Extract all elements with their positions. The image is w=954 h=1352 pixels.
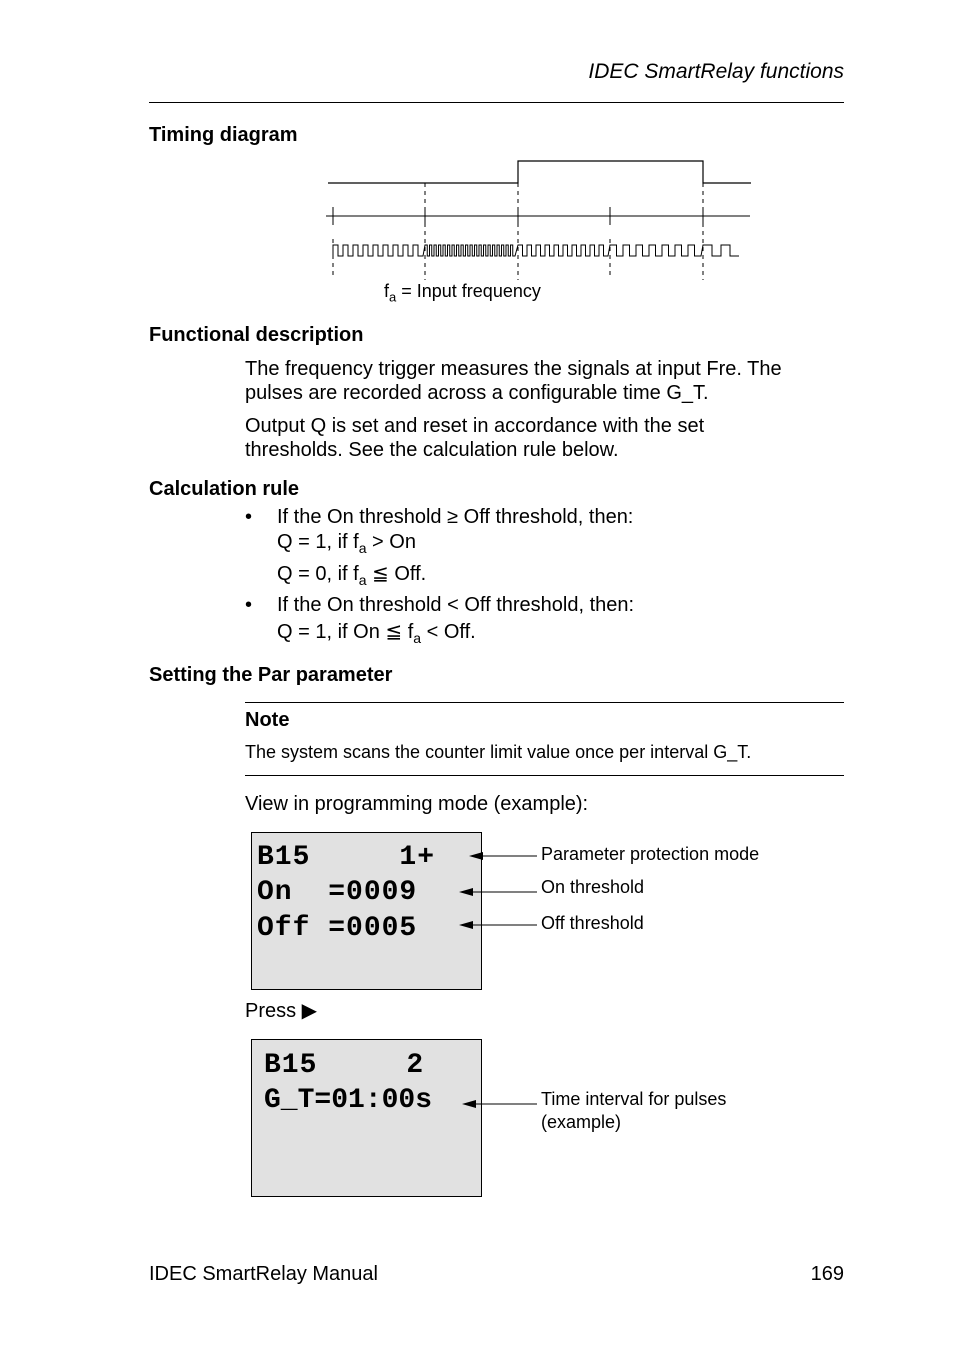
bullet-2-text: If the On threshold < Off threshold, then: bbox=[277, 594, 635, 616]
bullet-2-mark: • bbox=[245, 594, 253, 616]
rule-2-line-1 bbox=[277, 620, 476, 650]
note-text: The system scans the counter limit value once per interval G_T. bbox=[245, 742, 752, 762]
rule-1-line-2 bbox=[277, 562, 426, 592]
rule-2-line-1-sub: a bbox=[413, 630, 422, 646]
page-number: 169 bbox=[810, 1263, 844, 1285]
note-bottom-rule bbox=[245, 775, 844, 776]
rule-1-line-1-a: Q = 1, if f bbox=[277, 531, 359, 553]
rule-2-line-1-b: < Off. bbox=[421, 621, 476, 643]
rule-1-line-1 bbox=[277, 530, 416, 560]
functional-para-2 bbox=[245, 414, 704, 462]
note-title: Note bbox=[245, 709, 290, 731]
arrowhead-icon bbox=[462, 1100, 476, 1108]
arrowhead-icon bbox=[459, 888, 473, 896]
rule-1-line-2-a: Q = 0, if f bbox=[277, 563, 359, 585]
timing-diagram bbox=[320, 155, 760, 285]
rule-1-line-1-sub: a bbox=[358, 540, 367, 556]
press-instruction: Press ▶ bbox=[245, 1000, 318, 1022]
para1-line2: pulses are recorded across a configurable time G_T. bbox=[245, 382, 709, 404]
caption-sub-a: a bbox=[389, 289, 397, 305]
callout-time-interval-line-2: (example) bbox=[541, 1112, 622, 1132]
lcd1-callout-arrows bbox=[455, 845, 545, 935]
rule-1-line-1-b: > On bbox=[366, 531, 416, 553]
caption-rest: = Input frequency bbox=[396, 281, 541, 301]
lcd2-callout-arrow bbox=[455, 1095, 545, 1115]
dashed-guides bbox=[333, 183, 703, 280]
view-mode-text: View in programming mode (example): bbox=[245, 793, 589, 815]
output-q-trace bbox=[328, 161, 751, 183]
caption-f: f bbox=[384, 281, 390, 301]
lcd2-line-1: B15 2 bbox=[264, 1050, 425, 1081]
timing-diagram-heading: Timing diagram bbox=[149, 124, 298, 146]
input-pulse-train bbox=[333, 245, 739, 256]
lcd-display-2 bbox=[251, 1039, 482, 1197]
timing-caption bbox=[384, 281, 541, 305]
rule-1-line-2-b: ≦ Off. bbox=[366, 563, 427, 585]
para2-line1: Output Q is set and reset in accordance with the set bbox=[245, 415, 705, 437]
bullet-1-mark: • bbox=[245, 506, 253, 528]
functional-description-heading: Functional description bbox=[149, 324, 364, 346]
note-top-rule bbox=[245, 702, 844, 703]
rule-2-line-1-a: Q = 1, if On ≦ f bbox=[277, 621, 414, 643]
callout-time-interval bbox=[541, 1088, 726, 1134]
para1-line1: The frequency trigger measures the signals at input Fre. The bbox=[245, 358, 782, 380]
callout-time-interval-line-1: Time interval for pulses bbox=[541, 1089, 727, 1109]
lcd1-line-3: Off =0005 bbox=[257, 913, 418, 944]
para2-line2: thresholds. See the calculation rule below. bbox=[245, 439, 619, 461]
lcd-display-1 bbox=[251, 832, 482, 990]
calculation-rule-heading: Calculation rule bbox=[149, 478, 300, 500]
running-header: IDEC SmartRelay functions bbox=[588, 60, 844, 83]
footer-manual-title: IDEC SmartRelay Manual bbox=[149, 1263, 378, 1285]
par-heading: Setting the Par parameter bbox=[149, 664, 393, 686]
lcd1-line-2: On =0009 bbox=[257, 877, 418, 908]
callout-on-threshold: On threshold bbox=[541, 877, 645, 897]
bullet-1-text: If the On threshold ≥ Off threshold, then: bbox=[277, 506, 634, 528]
lcd2-line-2: G_T=01:00s bbox=[264, 1085, 433, 1116]
arrowhead-icon bbox=[459, 921, 473, 929]
arrowhead-icon bbox=[469, 852, 483, 860]
rule-1-line-2-sub: a bbox=[358, 572, 367, 588]
header-rule bbox=[149, 102, 844, 103]
lcd1-line-1: B15 1+ bbox=[257, 842, 436, 873]
callout-off-threshold: Off threshold bbox=[541, 913, 644, 933]
functional-para-1 bbox=[245, 357, 782, 405]
callout-parameter-protection: Parameter protection mode bbox=[541, 844, 760, 864]
